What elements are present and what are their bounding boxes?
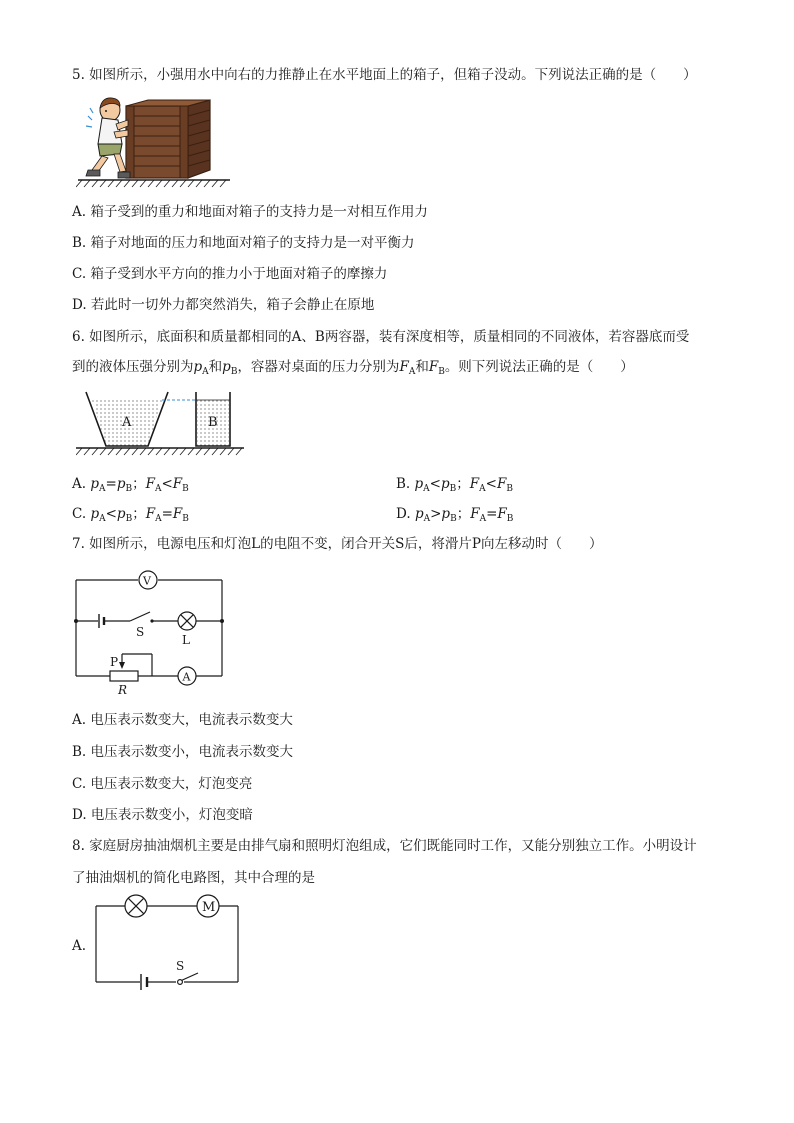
q7-option-c: C. 电压表示数变大，灯泡变亮 — [72, 776, 253, 792]
q7-label-v: V — [143, 574, 151, 588]
q5-option-a: A. 箱子受到的重力和地面对箱子的支持力是一对相互作用力 — [72, 204, 428, 220]
q5-stem: 5. 如图所示，小强用水中向右的力推静止在水平地面上的箱子，但箱子没动。下列说法正确的是（ ） — [72, 67, 697, 83]
q8-option-a-letter: A. — [72, 938, 87, 954]
q8-label-s: S — [176, 959, 185, 973]
q5-option-b: B. 箱子对地面的压力和地面对箱子的支持力是一对平衡力 — [72, 235, 415, 251]
q7-stem: 7. 如图所示，电源电压和灯泡L的电阻不变，闭合开关S后，将滑片P向左移动时（ ） — [72, 536, 603, 552]
q6-option-a: A. $p_A=p_B$；$F_A<F_B$ — [72, 476, 189, 494]
q7-label-r: R — [118, 683, 128, 697]
q5-figure-boy-pushing-box — [76, 96, 236, 190]
q7-label-l: L — [182, 633, 190, 647]
q8-figure-circuit-a — [92, 894, 244, 996]
q6-stem-line2: 到的液体压强分别为$p_A$和$p_B$，容器对桌面的压力分别为$F_A$和$F_B$。则下列说法正确的是（ ） — [72, 359, 634, 377]
q6-option-c: C. $p_A<p_B$；$F_A=F_B$ — [72, 506, 189, 524]
q7-label-p: P — [110, 655, 119, 669]
q6-stem-line1: 6. 如图所示，底面积和质量都相同的A、B两容器，装有深度相等，质量相同的不同液体，若容器底而受 — [72, 329, 690, 345]
q6-option-b: B. $p_A<p_B$；$F_A<F_B$ — [396, 476, 513, 494]
q8-stem-line1: 8. 家庭厨房抽油烟机主要是由排气扇和照明灯泡组成，它们既能同时工作，又能分别独立工作。小明设计 — [72, 838, 697, 854]
q6-option-d: D. $p_A>p_B$；$F_A=F_B$ — [396, 506, 514, 524]
q6-label-a: A — [122, 415, 132, 430]
q5-option-c: C. 箱子受到水平方向的推力小于地面对箱子的摩擦力 — [72, 266, 388, 282]
q6-label-b: B — [208, 415, 218, 430]
q7-option-a: A. 电压表示数变大，电流表示数变大 — [72, 712, 293, 728]
q7-label-a: A — [182, 670, 191, 684]
q8-label-m: M — [202, 900, 216, 915]
q7-label-s: S — [136, 625, 145, 639]
q8-stem-line2: 了抽油烟机的简化电路图，其中合理的是 — [72, 870, 315, 886]
q7-figure-circuit — [70, 568, 232, 698]
q5-option-d: D. 若此时一切外力都突然消失，箱子会静止在原地 — [72, 297, 375, 313]
q7-option-b: B. 电压表示数变小，电流表示数变大 — [72, 744, 294, 760]
q7-option-d: D. 电压表示数变小，灯泡变暗 — [72, 807, 253, 823]
q6-figure-containers — [76, 388, 248, 458]
